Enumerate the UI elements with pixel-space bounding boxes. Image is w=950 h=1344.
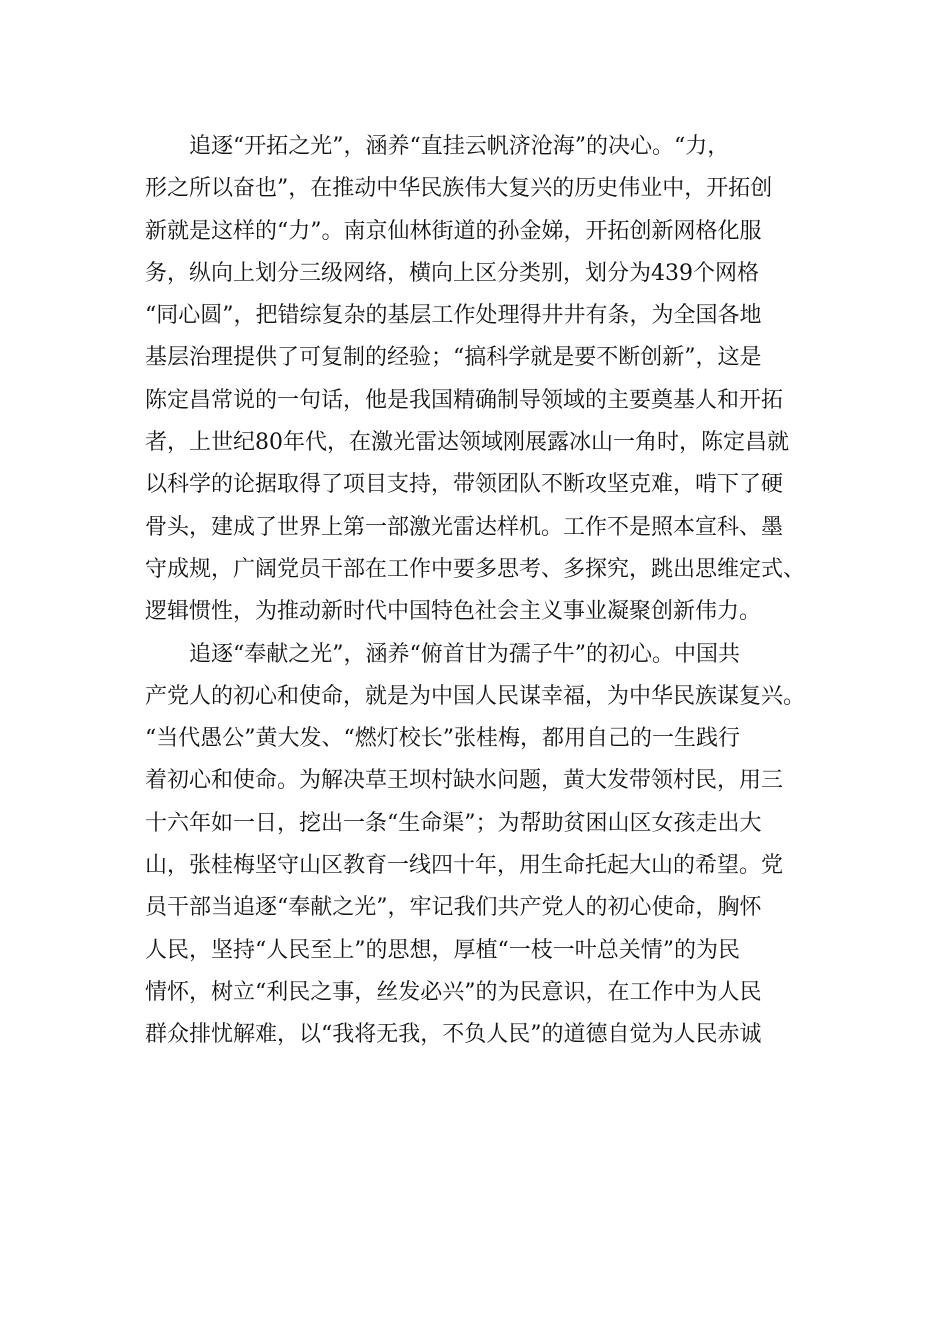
text-line: 骨头，建成了世界上第一部激光雷达样机。工作不是照本宣科、墨 (145, 514, 784, 540)
text-line: 山，张桂梅坚守山区教育一线四十年，用生命托起大山的希望。党 (145, 853, 784, 879)
text-line: 情怀，树立“利民之事，丝发必兴”的为民意识，在工作中为人民 (145, 979, 762, 1005)
text-line: 陈定昌常说的一句话，他是我国精确制导领域的主要奠基人和开拓 (145, 387, 784, 413)
text-line: 者，上世纪80年代，在激光雷达领域刚展露冰山一角时，陈定昌就 (145, 430, 789, 456)
paragraph-dedication (145, 634, 805, 1057)
text-line: 产党人的初心和使命，就是为中国人民谋幸福，为中华民族谋复兴。 (145, 683, 805, 709)
text-line: 基层治理提供了可复制的经验；“搞科学就是要不断创新”，这是 (145, 345, 762, 371)
text-line: 员干部当追逐“奉献之光”，牢记我们共产党人的初心使命，胸怀 (145, 895, 762, 921)
text-line: 务，纵向上划分三级网络，横向上区分类别，划分为439个网格 (145, 260, 759, 286)
text-line: 形之所以奋也”，在推动中华民族伟大复兴的历史伟业中，开拓创 (145, 176, 773, 202)
text-line: 追逐“开拓之光”，涵养“直挂云帆济沧海”的决心。“力， (189, 134, 730, 159)
text-line: 人民，坚持“人民至上”的思想，厚植“一枝一叶总关情”的为民 (145, 937, 740, 963)
text-line: “同心圆”，把错综复杂的基层工作处理得井井有条，为全国各地 (145, 303, 762, 329)
text-line: 逻辑惯性，为推动新时代中国特色社会主义事业凝聚创新伟力。 (145, 599, 762, 625)
text-line: “当代愚公”黄大发、“燃灯校长”张桂梅，都用自己的一生践行 (145, 726, 740, 752)
document-body (145, 126, 805, 1057)
text-line: 以科学的论据取得了项目支持，带领团队不断攻坚克难，啃下了硬 (145, 472, 784, 498)
text-line: 群众排忧解难，以“我将无我，不负人民”的道德自觉为人民赤诚 (145, 1022, 762, 1048)
paragraph-pioneering (145, 126, 805, 634)
text-line: 守成规，广阔党员干部在工作中要多思考、多探究，跳出思维定式、 (145, 556, 805, 582)
text-line: 着初心和使命。为解决草王坝村缺水问题，黄大发带领村民，用三 (145, 768, 784, 794)
text-line: 新就是这样的“力”。南京仙林街道的孙金娣，开拓创新网格化服 (145, 218, 762, 244)
text-line: 十六年如一日，挖出一条“生命渠”；为帮助贫困山区女孩走出大 (145, 810, 762, 836)
text-line: 追逐“奉献之光”，涵养“俯首甘为孺子牛”的初心。中国共 (189, 641, 740, 667)
